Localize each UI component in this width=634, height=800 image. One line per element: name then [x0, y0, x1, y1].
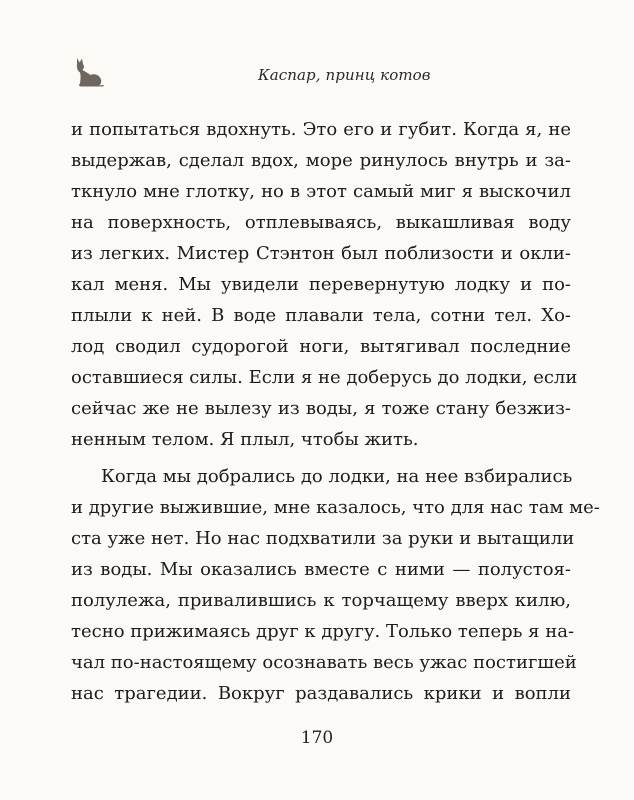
text-line: кал меня. Мы увидели перевернутую лодку и по- [71, 274, 571, 295]
text-line: ненным телом. Я плыл, чтобы жить. [71, 429, 419, 450]
text-line: лод сводил судорогой ноги, вытягивал последние [71, 336, 571, 357]
text-line: из легких. Мистер Стэнтон был поблизости и окли- [71, 243, 571, 264]
text-line: оставшиеся силы. Если я не доберусь до лодки, если [71, 367, 578, 388]
text-line: выдержав, сделал вдох, море ринулось внутрь и за- [71, 150, 571, 171]
text-line: сейчас же не вылезу из воды, я тоже стану безжиз- [71, 398, 571, 419]
text-line: и попытаться вдохнуть. Это его и губит. Когда я, не [71, 119, 571, 140]
running-header: Каспар, принц котов [258, 66, 431, 84]
text-line: плыли к ней. В воде плавали тела, сотни тел. Хо- [71, 305, 571, 326]
text-line: из воды. Мы оказались вместе с ними — полустоя- [71, 559, 571, 580]
cat-silhouette-icon [72, 54, 106, 88]
body-text [71, 114, 600, 709]
text-line: ста уже нет. Но нас подхватили за руки и вытащили [71, 528, 575, 549]
text-line: чал по-настоящему осознавать весь ужас постигшей [71, 652, 577, 673]
text-line: полулежа, привалившись к торчащему вверх килю, [71, 590, 571, 611]
text-line: ткнуло мне глотку, но в этот самый миг я выскочил [71, 181, 571, 202]
text-line: на поверхность, отплевываясь, выкашливая воду [71, 212, 571, 233]
page-number: 170 [300, 728, 334, 748]
text-line: нас трагедии. Вокруг раздавались крики и вопли [71, 683, 571, 704]
text-line: тесно прижимаясь друг к другу. Только теперь я на- [71, 621, 575, 642]
cat-silhouette-shape [77, 58, 104, 87]
text-line: и другие выжившие, мне казалось, что для нас там ме- [71, 497, 600, 518]
text-line: Когда мы добрались до лодки, на нее взбирались [101, 466, 573, 487]
